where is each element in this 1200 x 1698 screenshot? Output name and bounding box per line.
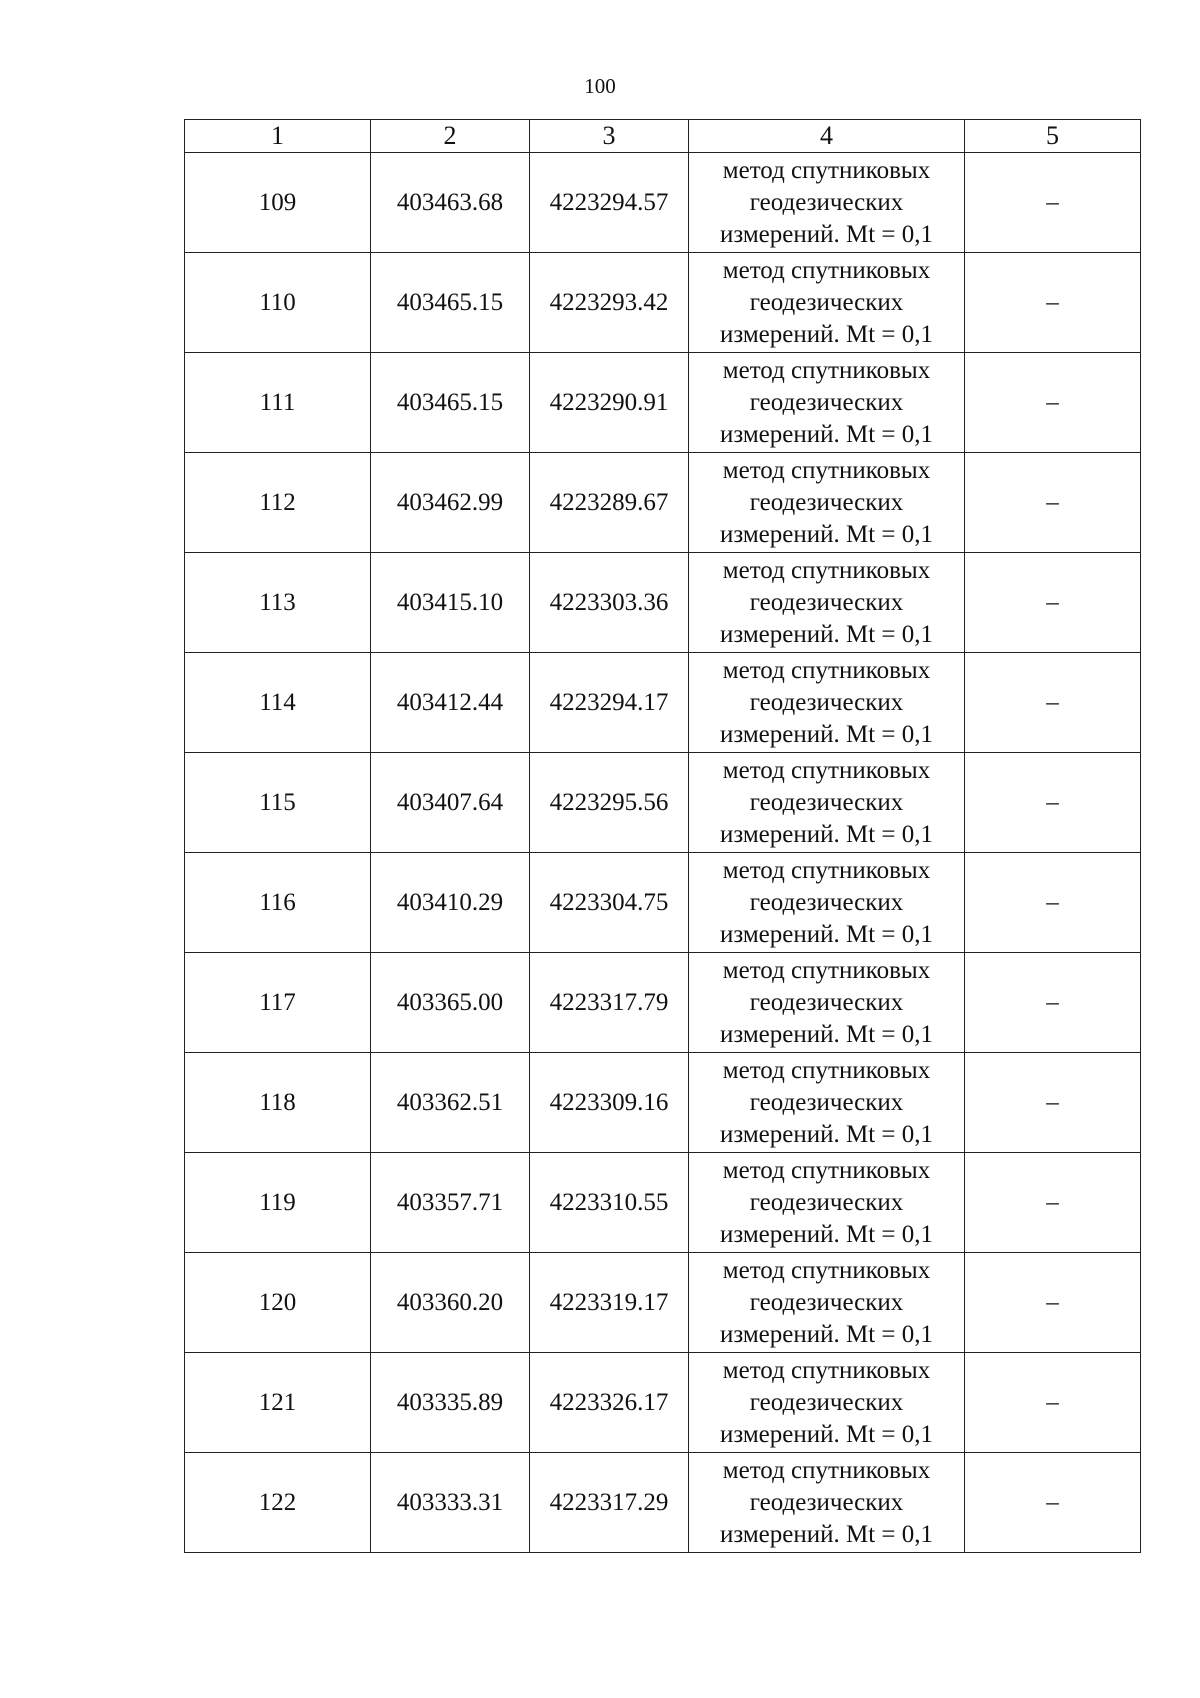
- x-coordinate-cell: 403365.00: [371, 953, 530, 1053]
- method-text: метод спутниковых геодезических измерений. Mt = 0,1: [719, 1356, 934, 1448]
- method-text: метод спутниковых геодезических измерений. Mt = 0,1: [719, 356, 934, 448]
- y-coordinate-cell: 4223319.17: [530, 1253, 689, 1353]
- method-text: метод спутниковых геодезических измерений. Mt = 0,1: [719, 556, 934, 648]
- y-coordinate-cell: 4223317.79: [530, 953, 689, 1053]
- table-row: [185, 453, 1141, 553]
- method-cell: [689, 1453, 965, 1553]
- note-cell: –: [965, 953, 1141, 1053]
- note-cell: –: [965, 553, 1141, 653]
- point-number-cell: 111: [185, 353, 371, 453]
- table-row: [185, 953, 1141, 1053]
- method-cell: [689, 753, 965, 853]
- note-cell: –: [965, 1053, 1141, 1153]
- method-cell: [689, 353, 965, 453]
- x-coordinate-cell: 403407.64: [371, 753, 530, 853]
- note-cell: –: [965, 1153, 1141, 1253]
- y-coordinate-cell: 4223294.17: [530, 653, 689, 753]
- method-text: метод спутниковых геодезических измерений. Mt = 0,1: [719, 1256, 934, 1348]
- x-coordinate-cell: 403465.15: [371, 253, 530, 353]
- note-cell: –: [965, 1253, 1141, 1353]
- x-coordinate-cell: 403462.99: [371, 453, 530, 553]
- y-coordinate-cell: 4223294.57: [530, 153, 689, 253]
- method-cell: [689, 253, 965, 353]
- method-cell: [689, 1153, 965, 1253]
- point-number-cell: 118: [185, 1053, 371, 1153]
- point-number-cell: 113: [185, 553, 371, 653]
- header-cell-2: 2: [371, 120, 530, 153]
- header-cell-3: 3: [530, 120, 689, 153]
- x-coordinate-cell: 403362.51: [371, 1053, 530, 1153]
- note-cell: –: [965, 1353, 1141, 1453]
- table-row: [185, 1053, 1141, 1153]
- point-number-cell: 121: [185, 1353, 371, 1453]
- table-row: [185, 553, 1141, 653]
- point-number-cell: 122: [185, 1453, 371, 1553]
- table-body: [185, 153, 1141, 1553]
- x-coordinate-cell: 403410.29: [371, 853, 530, 953]
- note-cell: –: [965, 453, 1141, 553]
- method-cell: [689, 853, 965, 953]
- table-row: [185, 753, 1141, 853]
- header-cell-5: 5: [965, 120, 1141, 153]
- method-text: метод спутниковых геодезических измерений. Mt = 0,1: [719, 956, 934, 1048]
- y-coordinate-cell: 4223303.36: [530, 553, 689, 653]
- point-number-cell: 109: [185, 153, 371, 253]
- y-coordinate-cell: 4223326.17: [530, 1353, 689, 1453]
- y-coordinate-cell: 4223293.42: [530, 253, 689, 353]
- note-cell: –: [965, 253, 1141, 353]
- x-coordinate-cell: 403360.20: [371, 1253, 530, 1353]
- x-coordinate-cell: 403412.44: [371, 653, 530, 753]
- y-coordinate-cell: 4223289.67: [530, 453, 689, 553]
- x-coordinate-cell: 403415.10: [371, 553, 530, 653]
- method-cell: [689, 1053, 965, 1153]
- y-coordinate-cell: 4223304.75: [530, 853, 689, 953]
- point-number-cell: 112: [185, 453, 371, 553]
- table-row: [185, 653, 1141, 753]
- note-cell: –: [965, 353, 1141, 453]
- y-coordinate-cell: 4223290.91: [530, 353, 689, 453]
- table-row: [185, 153, 1141, 253]
- method-text: метод спутниковых геодезических измерений. Mt = 0,1: [719, 256, 934, 348]
- note-cell: –: [965, 753, 1141, 853]
- note-cell: –: [965, 653, 1141, 753]
- table-row: [185, 853, 1141, 953]
- method-text: метод спутниковых геодезических измерений. Mt = 0,1: [719, 456, 934, 548]
- coordinates-table: [184, 119, 1141, 1553]
- note-cell: –: [965, 853, 1141, 953]
- method-cell: [689, 153, 965, 253]
- point-number-cell: 114: [185, 653, 371, 753]
- method-text: метод спутниковых геодезических измерений. Mt = 0,1: [719, 156, 934, 248]
- y-coordinate-cell: 4223309.16: [530, 1053, 689, 1153]
- method-cell: [689, 553, 965, 653]
- point-number-cell: 110: [185, 253, 371, 353]
- method-cell: [689, 1353, 965, 1453]
- x-coordinate-cell: 403463.68: [371, 153, 530, 253]
- table-row: [185, 1153, 1141, 1253]
- header-cell-1: 1: [185, 120, 371, 153]
- table-row: [185, 253, 1141, 353]
- page-number: 100: [584, 74, 616, 98]
- method-cell: [689, 1253, 965, 1353]
- point-number-cell: 117: [185, 953, 371, 1053]
- method-text: метод спутниковых геодезических измерений. Mt = 0,1: [719, 1056, 934, 1148]
- point-number-cell: 115: [185, 753, 371, 853]
- table-row: [185, 1353, 1141, 1453]
- point-number-cell: 116: [185, 853, 371, 953]
- header-row: [185, 120, 1141, 153]
- header-cell-4: 4: [689, 120, 965, 153]
- y-coordinate-cell: 4223317.29: [530, 1453, 689, 1553]
- x-coordinate-cell: 403333.31: [371, 1453, 530, 1553]
- method-text: метод спутниковых геодезических измерений. Mt = 0,1: [719, 1156, 934, 1248]
- note-cell: –: [965, 153, 1141, 253]
- method-text: метод спутниковых геодезических измерений. Mt = 0,1: [719, 656, 934, 748]
- table-row: [185, 353, 1141, 453]
- coordinates-table-container: [184, 119, 1140, 1553]
- method-cell: [689, 953, 965, 1053]
- table-header: [185, 120, 1141, 153]
- note-cell: –: [965, 1453, 1141, 1553]
- y-coordinate-cell: 4223295.56: [530, 753, 689, 853]
- x-coordinate-cell: 403335.89: [371, 1353, 530, 1453]
- table-row: [185, 1453, 1141, 1553]
- method-cell: [689, 653, 965, 753]
- table-row: [185, 1253, 1141, 1353]
- y-coordinate-cell: 4223310.55: [530, 1153, 689, 1253]
- method-text: метод спутниковых геодезических измерений. Mt = 0,1: [719, 1456, 934, 1548]
- point-number-cell: 119: [185, 1153, 371, 1253]
- x-coordinate-cell: 403357.71: [371, 1153, 530, 1253]
- method-cell: [689, 453, 965, 553]
- point-number-cell: 120: [185, 1253, 371, 1353]
- x-coordinate-cell: 403465.15: [371, 353, 530, 453]
- method-text: метод спутниковых геодезических измерений. Mt = 0,1: [719, 756, 934, 848]
- method-text: метод спутниковых геодезических измерений. Mt = 0,1: [719, 856, 934, 948]
